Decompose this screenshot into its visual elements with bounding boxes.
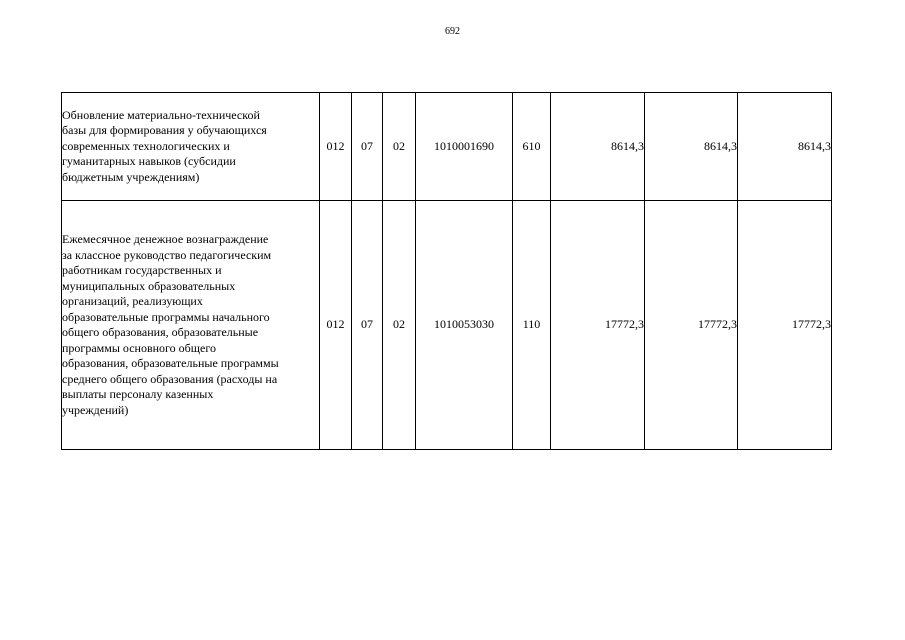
section-code-cell: 07 [352, 201, 383, 450]
expense-name-line: выплаты персоналу казенных [62, 387, 214, 401]
amount-cell: 17772,3 [738, 201, 832, 450]
expense-name-line: учреждений) [62, 402, 129, 417]
expense-name-cell [62, 93, 320, 201]
ministry-code-cell: 012 [320, 201, 352, 450]
expense-name-line: образовательные программы начального [62, 309, 270, 324]
expense-name-line: организаций, реализующих [62, 294, 203, 308]
subsection-code-cell: 02 [383, 201, 416, 450]
ministry-code-cell: 012 [320, 93, 352, 201]
expense-name-line: Обновление материально-технической [62, 107, 260, 122]
expense-name-line: Ежемесячное денежное вознаграждение [62, 232, 269, 246]
expense-name-line: среднего общего образования (расходы на [62, 371, 278, 386]
budget-table [61, 92, 832, 450]
expense-type-cell: 110 [513, 201, 551, 450]
amount-cell: 8614,3 [551, 93, 645, 201]
expense-name-line: муниципальных образовательных [62, 278, 236, 293]
amount-cell: 8614,3 [738, 93, 832, 201]
expense-name-line: образования, образовательные программы [62, 356, 279, 370]
table-row [62, 201, 832, 450]
expense-type-cell: 610 [513, 93, 551, 201]
expense-name-line: работникам государственных и [62, 263, 222, 277]
expense-name-line: программы основного общего [62, 340, 216, 355]
expense-name-line: за классное руководство педагогическим [62, 247, 272, 262]
expense-name-line: современных технологических и [62, 138, 230, 153]
amount-cell: 17772,3 [645, 201, 738, 450]
expense-name-cell [62, 201, 320, 450]
target-article-cell: 1010053030 [416, 201, 513, 450]
expense-name-line: гуманитарных навыков (субсидии [62, 154, 236, 169]
amount-cell: 8614,3 [645, 93, 738, 201]
section-code-cell: 07 [352, 93, 383, 201]
page-number: 692 [445, 26, 460, 37]
target-article-cell: 1010001690 [416, 93, 513, 201]
expense-name-line: общего образования, образовательные [62, 325, 259, 339]
expense-name-line: базы для формирования у обучающихся [62, 123, 267, 138]
table-row [62, 93, 832, 201]
subsection-code-cell: 02 [383, 93, 416, 201]
expense-name-line: бюджетным учреждениям) [62, 169, 200, 184]
amount-cell: 17772,3 [551, 201, 645, 450]
